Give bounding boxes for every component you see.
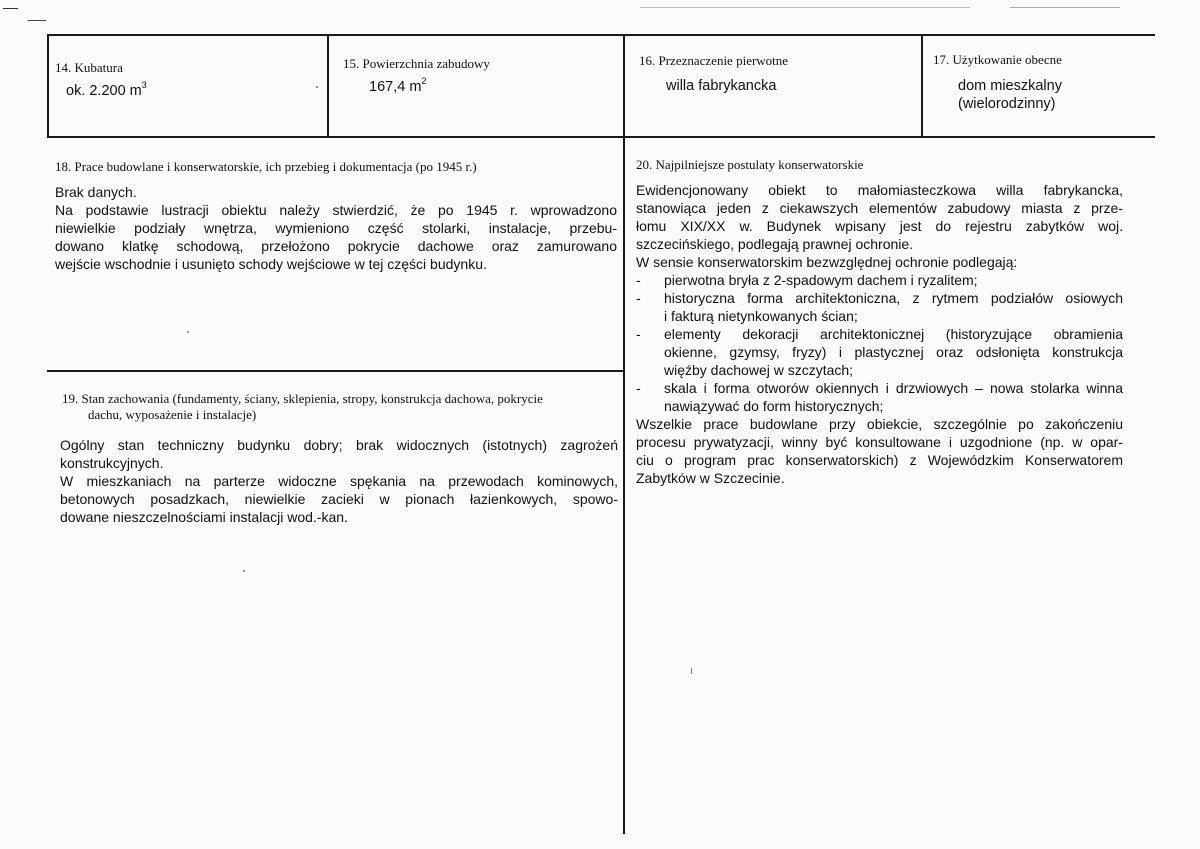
section-20-text (636, 181, 1123, 487)
section-18-19-divider (47, 370, 625, 372)
text-line: Brak danych. (55, 184, 137, 200)
text-line: konstrukcyjnych. (60, 455, 164, 471)
text-line: Wszelkie prace budowlane przy obiekcie, szczególnie po zakończeniu (636, 416, 1123, 432)
text-line: wejście wschodnie i usunięto schody wejściowe w tej części budynku. (55, 256, 487, 272)
field-16-label: 16. Przeznaczenie pierwotne (639, 53, 789, 68)
text-line: dowano klatkę schodową, przełożono pokrycie dachowe oraz zamurowano (55, 238, 617, 254)
list-item: - pierwotna bryła z 2-spadowym dachem i ryzalitem; (636, 272, 978, 288)
text-line: dowane nieszczelnościami instalacji wod.-kan. (60, 509, 348, 525)
text-line: stanowiąca jeden z ciekawszych elementów zabudowy miasta z prze- (636, 200, 1123, 216)
scan-speck (316, 86, 318, 88)
section-19-label: 19. Stan zachowania (fundamenty, ściany, sklepienia, stropy, konstrukcja dachowa, pokrycie dachu, wyposażenie i instalacje) (62, 391, 543, 422)
field-14-label: 14. Kubatura (55, 60, 123, 75)
scan-speck (691, 668, 692, 674)
text-line: ciu o program prac konserwatorskich) z Wojewódzkim Konserwatorem (636, 452, 1123, 468)
field-15-label: 15. Powierzchnia zabudowy (343, 56, 490, 71)
list-item: - elementy dekoracji architektonicznej (historyzujące obramienia okienne, gzymsy, fryzy) i plastycznej oraz odsłonięta konstrukcja więźby dachowej w szczytach; (636, 326, 1123, 378)
list-item: - skala i forma otworów okiennych i drzwiowych – nowa stolarka winna nawiązywać do form historycznych; (636, 380, 1123, 414)
scan-mark (640, 7, 970, 8)
text-line: Na podstawie lustracji obiektu należy stwierdzić, że po 1945 r. wprowadzono (55, 202, 617, 218)
text-line: W mieszkaniach na parterze widoczne spękania na przewodach kominowych, (60, 473, 618, 489)
text-line: betonowych posadzkach, niewielkie zacieki w pionach łazienkowych, spowo- (60, 491, 618, 507)
left-rule (47, 34, 49, 138)
scan-mark (1010, 7, 1120, 8)
header-bottom-rule (47, 136, 1155, 138)
field-14-value: ok. 2.200 $m^3$ (66, 80, 147, 99)
scan-mark (28, 20, 46, 21)
text-line: Ogólny stan techniczny budynku dobry; brak widocznych (istotnych) zagrożeń (60, 437, 618, 453)
text-line: niewielkie podziały wnętrza, wymieniono część stolarki, instalacje, przebu- (55, 220, 617, 236)
field-15-value: 167,4 $m^2$ (369, 76, 427, 95)
text-line: procesu prywatyzacji, winny być konsultowane i uzgodnione (np. w opar- (636, 434, 1123, 450)
text-line: Ewidencjonowany obiekt to małomiasteczkowa willa fabrykancka, (636, 182, 1123, 198)
text-line: W sensie konserwatorskim bezwzględnej ochronie podlegają: (636, 254, 1018, 270)
scan-speck (187, 331, 189, 333)
field-16-value: willa fabrykancka (666, 78, 777, 94)
text-line: Zabytków w Szczecinie. (636, 470, 785, 486)
field-17-value: dom mieszkalny (wielorodzinny) (958, 78, 1062, 112)
scan-speck (243, 570, 245, 572)
section-18-text (55, 183, 617, 273)
section-20-label: 20. Najpilniejsze postulaty konserwatorskie (636, 157, 864, 172)
scan-mark (3, 8, 18, 9)
center-rule (623, 34, 625, 834)
text-line: łomu XIX/XX w. Budynek wpisany jest do rejestru zabytków woj. (636, 218, 1123, 234)
section-18-label: 18. Prace budowlane i konserwatorskie, ich przebieg i dokumentacja (po 1945 r.) (55, 159, 477, 174)
list-item: - historyczna forma architektoniczna, z rytmem podziałów osiowych i fakturą nietynkowanych ścian; (636, 290, 1123, 324)
top-rule (47, 34, 1155, 36)
field-17-label: 17. Użytkowanie obecne (933, 52, 1062, 67)
text-line: szczecińskiego, podlegają prawnej ochronie. (636, 236, 914, 252)
section-19-text (60, 436, 618, 526)
field-divider (327, 34, 329, 138)
field-divider (921, 34, 923, 138)
